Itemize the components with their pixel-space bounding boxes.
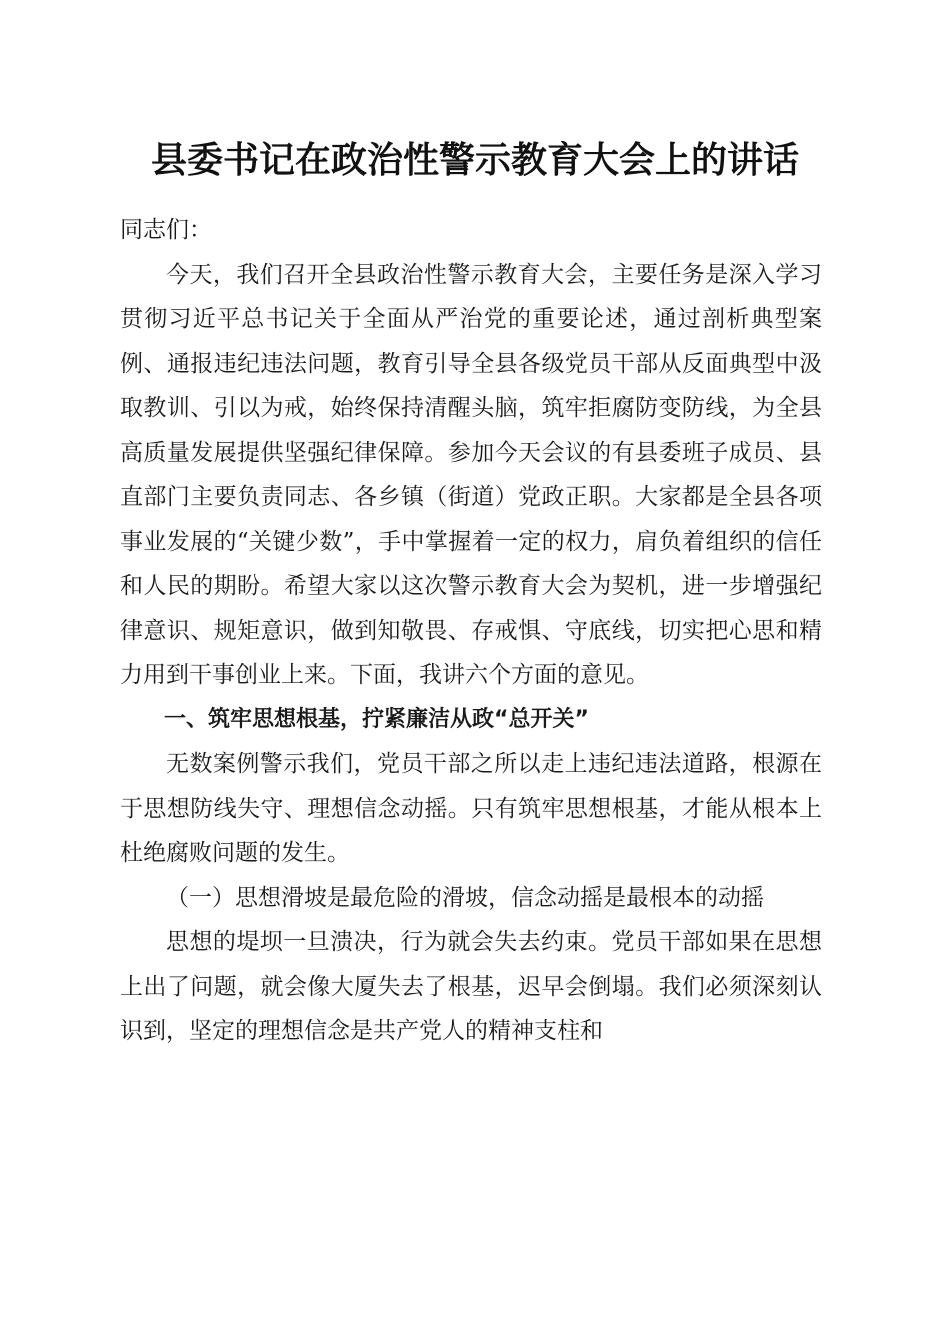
section-paragraph: 无数案例警示我们，党员干部之所以走上违纪违法道路，根源在于思想防线失守、理想信念动摇。只有筑牢思想根基，才能从根本上杜绝腐败问题的发生。 (120, 751, 822, 866)
subsection-paragraph: 思想的堤坝一旦溃决，行为就会失去约束。党员干部如果在思想上出了问题，就会像大厦失去了根基，迟早会倒塌。我们必须深刻认识到，坚定的理想信念是共产党人的精神支柱和 (120, 929, 822, 1044)
subsection-heading: （一）思想滑坡是最危险的滑坡，信念动摇是最根本的动摇 (166, 884, 764, 911)
intro-paragraph: 今天，我们召开全县政治性警示教育大会，主要任务是深入学习贯彻习近平总书记关于全面从严治党的重要论述，通过剖析典型案例、通报违纪违法问题，教育引导全县各级党员干部从反面典型中汲取教训、引以为戒，始终保持清醒头脑，筑牢拒腐防变防线，为全县高质量发展提供坚强纪律保障。参加今天会议的有县委班子成员、县直部门主要负责同志、各乡镇（街道）党政正职。大家都是全县各项事业发展的“关键少数”，手中掌握着一定的权力，肩负着组织的信任和人民的期盼。希望大家以这次警示教育大会为契机，进一步增强纪律意识、规矩意识，做到知敬畏、存戒惧、守底线，切实把心思和精力用到干事创业上来。下面，我讲六个方面的意见。 (120, 261, 822, 688)
document-title: 县委书记在政治性警示教育大会上的讲话 (150, 139, 799, 181)
section-heading: 一、筑牢思想根基，拧紧廉洁从政“总开关” (164, 706, 589, 732)
salutation: 同志们： (120, 217, 212, 243)
document-body (120, 208, 822, 1054)
